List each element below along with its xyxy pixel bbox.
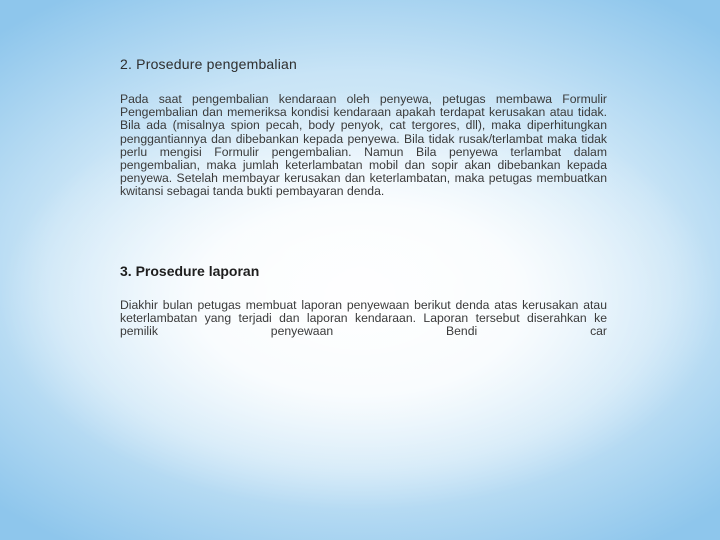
section-body-return: Pada saat pengembalian kendaraan oleh penyewa, petugas membawa Formulir Pengembalian dan memeriksa kondisi kendaraan apakah terdapat kerusakan atau tidak. Bila ada (misalnya spion pecah, body penyok, cat tergores, dll), maka diperhitungkan penggantiannya dan dibebankan kepada penyewa. Bila tidak rusak/terlambat maka tidak perlu mengisi Formulir pengembalian. Namun Bila penyewa terlambat dalam pengembalian, maka jumlah keterlambatan mobil dan sopir akan dibebankan kepada penyewa. Setelah membayar kerusakan dan keterlambatan, maka petugas membuatkan kwitansi sebagai tanda bukti pembayaran denda.: [120, 92, 607, 199]
section-title-report: 3. Prosedure laporan: [120, 263, 260, 279]
section-title-return: 2. Prosedure pengembalian: [120, 56, 298, 72]
section-body-report: Diakhir bulan petugas membuat laporan penyewaan berikut denda atas kerusakan atau keterlambatan yang terjadi dan laporan kendaraan. Laporan tersebut diserahkan ke pemilik penyewaan Bendi car: [120, 298, 607, 339]
